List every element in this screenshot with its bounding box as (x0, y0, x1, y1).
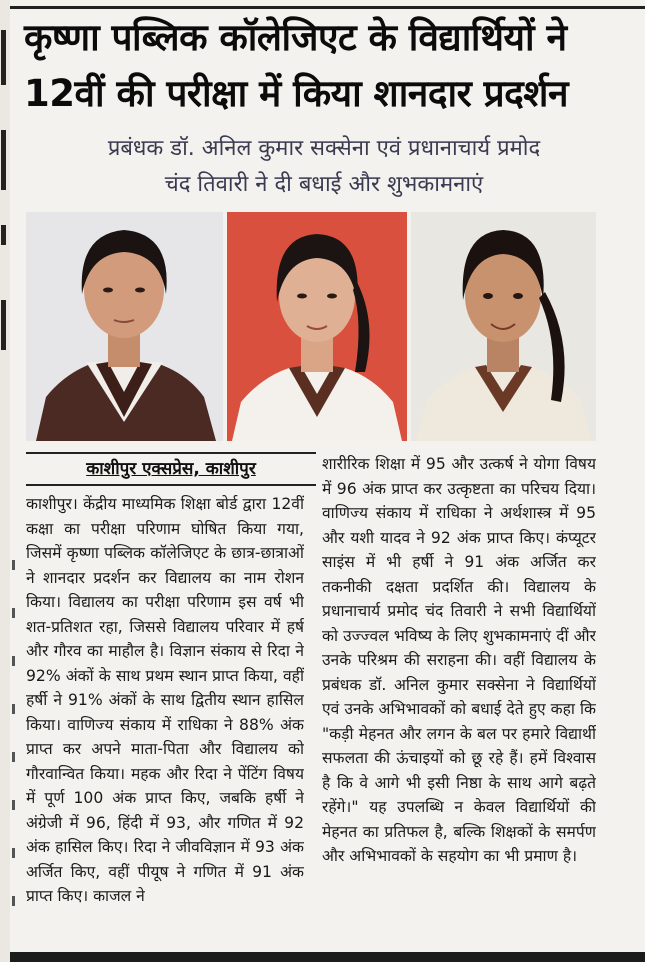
byline: काशीपुर एक्सप्रेस, काशीपुर (86, 459, 256, 479)
headline-line-1: कृष्णा पब्लिक कॉलेजिएट के विद्यार्थियों ने (24, 16, 567, 59)
article-column-left: काशीपुर। केंद्रीय माध्यमिक शिक्षा बोर्ड द्वारा 12वीं कक्षा का परीक्षा परिणाम घोषित किया गया, जिसमें कृष्णा पब्लिक कॉलेजिएट के छात्र-छात्राओं ने शानदार प्रदर्शन कर विद्यालय का नाम रोशन किया। विद्यालय का परीक्षा परिणाम इस वर्ष भी शत-प्रतिशत रहा, जिससे विद्यालय परिवार में हर्ष और गौरव का माहौल है। विज्ञान संकाय से रिदा ने 92% अंकों के साथ प्रथम स्थान प्राप्त किया, वहीं हर्षी ने 91% अंकों के साथ द्वितीय स्थान हासिल किया। वाणिज्य संकाय में राधिका ने 88% अंक प्राप्त कर अपने माता-पिता और विद्यालय को गौरवान्वित किया। महक और रिदा ने पेंटिंग विषय में पूर्ण 100 अंक प्राप्त किए, जबकि हर्षी ने अंग्रेजी में 96, हिंदी में 93, और गणित में 92 अंक हासिल किए। रिदा ने जीवविज्ञान में 93 अंक अर्जित किए, वहीं पीयूष ने गणित में 91 अंक प्राप्त किए। काजल ने (26, 495, 304, 905)
byline-box (26, 452, 316, 486)
student-photo-1 (26, 212, 223, 441)
bottom-edge (10, 952, 645, 962)
subheadline-line-2: चंद तिवारी ने दी बधाई और शुभकामनाएं (164, 172, 484, 197)
adjacent-column-fragments (12, 560, 16, 940)
article-column-right: शारीरिक शिक्षा में 95 और उत्कर्ष ने योगा विषय में 96 अंक प्राप्त कर उत्कृष्टता का परिचय दिया। वाणिज्य संकाय में राधिका ने अर्थशास्त्र में 95 और यशी यादव ने 92 अंक प्राप्त किए। कंप्यूटर साइंस में भी हर्षी ने 91 अंक अर्जित कर तकनीकी दक्षता प्रदर्शित की। विद्यालय के प्रधानाचार्य प्रमोद चंद तिवारी ने सभी विद्यार्थियों को उज्ज्वल भविष्य के लिए शुभकामनाएं दीं और उनके परिश्रम की सराहना की। वहीं विद्यालय के प्रबंधक डॉ. अनिल कुमार सक्सेना ने विद्यार्थियों एवं उनके अभिभावकों को बधाई देते हुए कहा कि "कड़ी मेहनत और लगन के बल पर हमारे विद्यार्थी सफलता की ऊंचाइयों को छू रहे हैं। हमें विश्वास है कि वे आगे भी इसी निष्ठा के साथ आगे बढ़ते रहेंगे।" यह उपलब्धि न केवल विद्यार्थियों की मेहनत का प्रतिफल है, बल्कि शिक्षकों के समर्पण और अभिभावकों के सहयोग का भी प्रमाण है। (322, 455, 596, 865)
adjacent-column-edge (0, 0, 10, 962)
student-photo-3 (411, 212, 596, 441)
top-rule (10, 6, 645, 9)
student-photo-2 (227, 212, 407, 441)
subheadline-line-1: प्रबंधक डॉ. अनिल कुमार सक्सेना एवं प्रधानाचार्य प्रमोद (107, 136, 541, 161)
headline-line-2: 12वीं की परीक्षा में किया शानदार प्रदर्शन (24, 72, 568, 115)
